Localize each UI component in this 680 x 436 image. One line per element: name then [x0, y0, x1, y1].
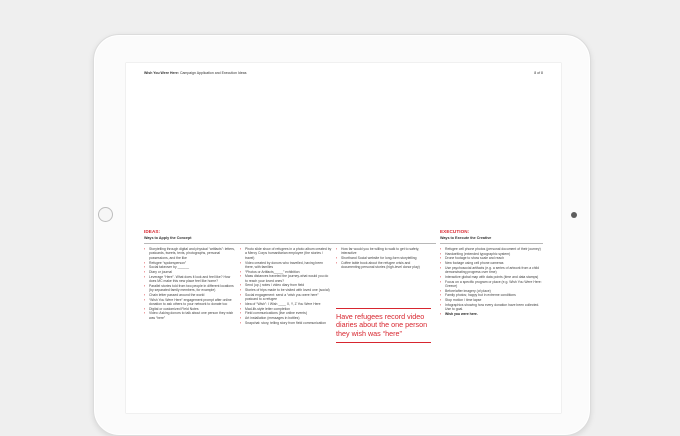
list-item [144, 247, 236, 260]
list-item [144, 311, 236, 320]
home-button[interactable] [98, 207, 113, 222]
list-item [336, 261, 430, 270]
list-item-text: Video: Asking donors to talk about one person they wish was “here” [149, 311, 234, 320]
ideas-heading: IDEAS: [144, 229, 161, 234]
list-item [144, 275, 236, 284]
ideas-column-3 [336, 247, 430, 270]
list-item-text: Send (up.) notes / video diary from field [245, 283, 305, 288]
tablet-frame [93, 34, 591, 436]
list-item-text: Family photos; happy but in extreme conditions [445, 293, 516, 298]
list-item-text: Shorthand Social website for long-form storytelling [341, 256, 417, 261]
list-item [440, 266, 544, 275]
list-item-text: Refugee cell phone photos (personal document of their journey) [445, 247, 541, 251]
execution-divider [440, 243, 543, 244]
ideas-list-3 [336, 247, 430, 270]
execution-heading: EXECUTION: [440, 229, 470, 234]
list-item-text: New footage using cell phone cameras [445, 261, 504, 266]
document-page [126, 63, 561, 413]
ideas-column-2 [240, 247, 332, 325]
ideas-list-1 [144, 247, 236, 320]
ideas-column-1 [144, 247, 236, 320]
page-number: 8 of 8 [534, 71, 543, 75]
list-item-text: Field communications (live online events) [245, 311, 307, 316]
list-item-text: Mass distances traveled the journey-what would you do to reach your loved ones? [245, 274, 329, 283]
list-item-text: Art installation (messages in bottles) [245, 316, 300, 321]
list-item-text: Infographics showing how every donation have been collected. Use to goal. [445, 302, 540, 312]
camera-icon [571, 212, 577, 218]
list-item-text: Stories of trips made to be visited with loved one (social) [245, 288, 330, 293]
execution-list [440, 247, 544, 316]
list-item [144, 298, 236, 307]
list-item-text: Before/after imagery (of place) [445, 288, 491, 293]
list-item-text: Social takeover by ______ [149, 265, 189, 270]
ideas-list-2 [240, 247, 332, 325]
list-item [240, 247, 332, 260]
list-item-text: Focus on a specific program or place (e.g. Wish You Were Here: Greece) [445, 279, 542, 289]
list-item [240, 274, 332, 283]
list-item-text: Photo slide show of refugees in a photo album created by a Mercy Corps humanitarian employee (the stories / travel) [245, 247, 332, 260]
callout-quote: Have refugees record video diaries about the one person they wish was “here” [336, 308, 431, 343]
list-item-text: Refugee “spokesperson” [149, 260, 187, 265]
execution-subtitle: Ways to Execute the Creative [440, 236, 492, 240]
list-item [440, 303, 544, 312]
list-item-text: Idea of “Wish”: I Wish ____ X, Y, Z You Were Here [245, 301, 321, 306]
closing-line [440, 312, 544, 316]
list-item-text: Video created by donors who travelled, having been there, with families [245, 260, 323, 269]
list-item [240, 321, 332, 325]
list-item [144, 284, 236, 293]
list-item [336, 247, 430, 256]
list-item-text: Stop motion / time lapse [445, 298, 482, 303]
ideas-subtitle: Ways to Apply the Concept [144, 236, 192, 240]
document-header [144, 71, 543, 81]
list-item-text: Handwriting (extended typographic system) [445, 251, 511, 256]
list-item-text: Leverage “Here”. What does it look and feel like? How does MC make this new place feel like home? [149, 274, 231, 284]
list-item [240, 261, 332, 270]
ideas-divider [144, 243, 436, 244]
list-item-text: Mad-lib-style letter completion [245, 306, 291, 311]
document-title-rest: Campaign Application and Execution Ideas [178, 71, 247, 75]
list-item [440, 280, 544, 289]
list-item-text: Parallel stories told from two people in different locations (by separated family members, for example) [149, 283, 234, 293]
document-title-bold: Wish You Were Here: [144, 71, 179, 75]
list-item-text: Coffee table book about the refugee crisis and documenting personal stories (high-level donor play) [341, 260, 420, 270]
list-item-text: Social engagement: send a “wish you were here” postcard to a refugee [245, 292, 319, 302]
list-item-text: Snapchat: story, telling story from field communication [245, 320, 326, 325]
list-item-text: Chain letter passed around the world [149, 292, 205, 297]
list-item-text: Digital or customized Field Notes [149, 306, 199, 311]
closing-line-text: Wish you were here. [445, 311, 478, 316]
list-item-text: Storytelling through digital and physical “artifacts”: letters, postcards, tweets, texts, photographs, personal possessions, and the like [149, 247, 235, 260]
list-item-text: Interactive global map with data points (time and data stamps) [445, 274, 539, 279]
document-title [144, 71, 247, 75]
list-item-text: How far would you be willing to walk to get to safety, interactive [341, 247, 420, 256]
list-item [240, 293, 332, 302]
list-item-text: “Photos or Artifacts_____” exhibition [245, 269, 300, 274]
list-item-text: Use psychosocial artifacts (e.g. a series of artwork from a child demonstrating progress over time) [445, 265, 540, 275]
execution-column [440, 247, 544, 317]
list-item-text: Drone footage to show scale and reach [445, 256, 504, 261]
list-item-text: Diary or journal [149, 269, 172, 274]
list-item-text: “Wish You Were Here” engagement prompt after online donation to ask others to your network to donate too [149, 297, 232, 306]
